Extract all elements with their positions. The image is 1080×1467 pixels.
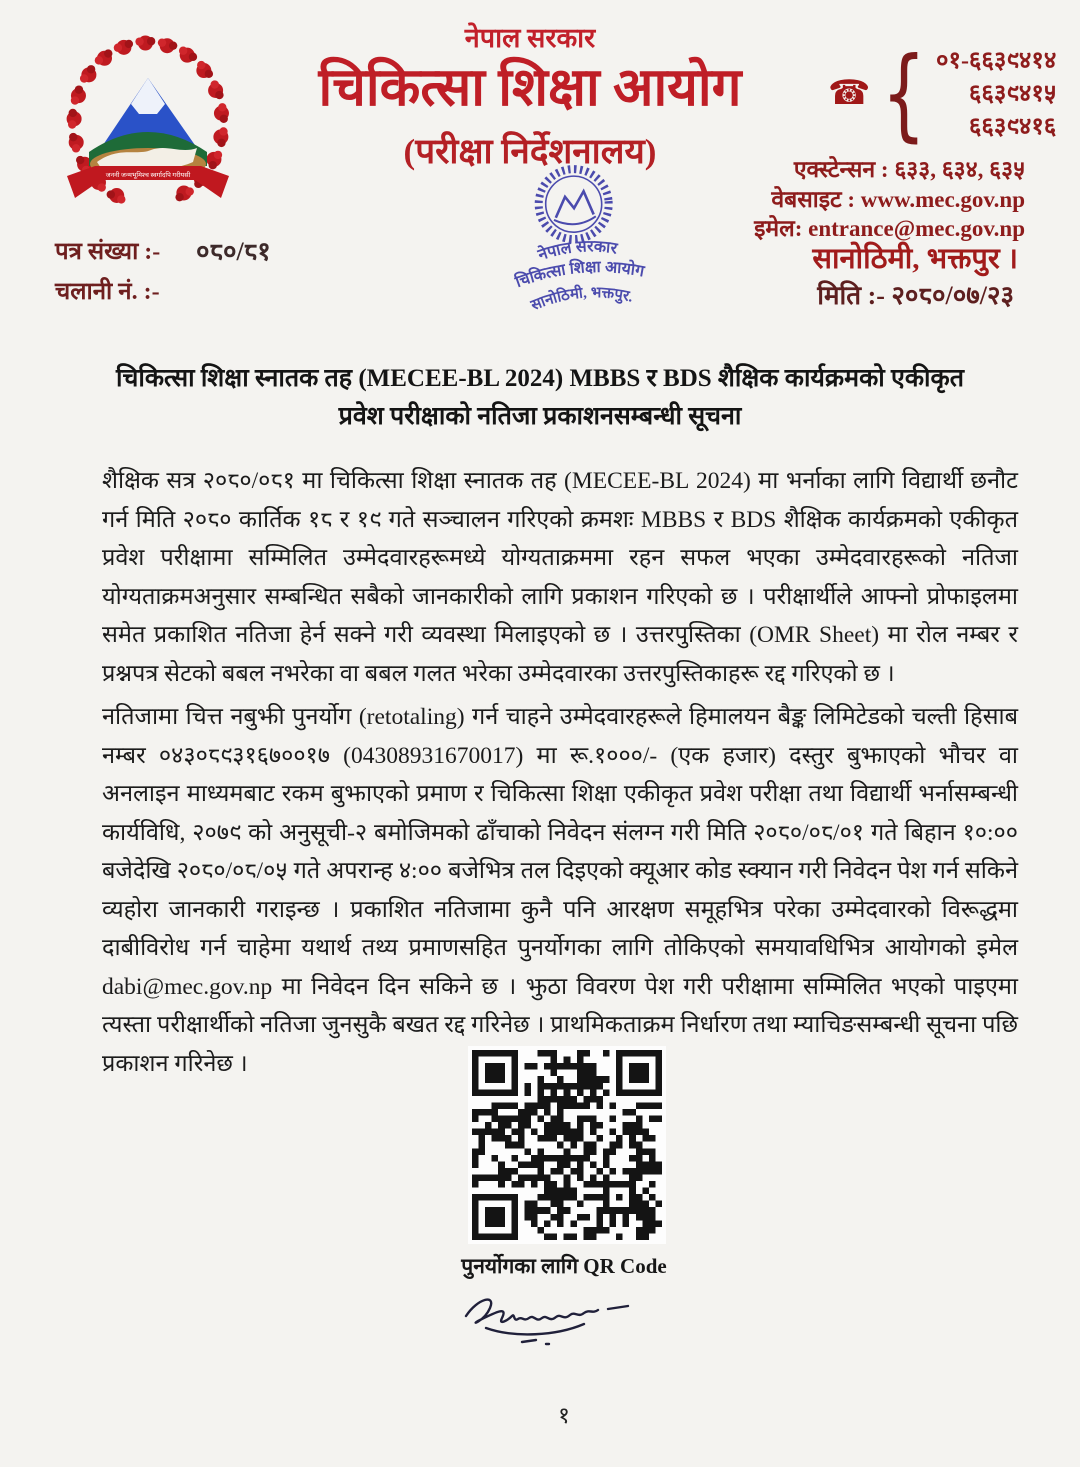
letterhead: [230, 18, 830, 174]
office-location: सानोठिमी, भक्तपुर ।: [812, 243, 1018, 275]
stamp-text-line1: नेपाल सरकार: [536, 238, 619, 265]
letter-number-value: ०८०/८१: [196, 237, 271, 266]
signature-mark: [522, 1340, 536, 1342]
stamp-mountain-sketch: [554, 191, 594, 218]
phone-number: ६६३९४१५: [968, 80, 1057, 107]
brace-glyph: {: [881, 35, 927, 152]
qr-code: [472, 1050, 662, 1240]
letter-date: मिति :- २०८०/०७/२३: [817, 281, 1014, 310]
dispatch-number-label: चलानी नं. :-: [55, 279, 160, 305]
stamp-inner-ring: [543, 174, 604, 235]
contact-block: [828, 35, 1057, 152]
stamp-text-line2: चिकित्सा शिक्षा आयोग: [513, 258, 646, 292]
phone-number: ०१-६६३९४१४: [935, 47, 1057, 74]
extension-line: एक्स्टेन्सन : ६३३, ६३४, ६३५: [793, 157, 1025, 182]
signature-stroke: [466, 1300, 598, 1323]
stamp-base-curve: [554, 216, 596, 226]
organization-title: चिकित्सा शिक्षा आयोग: [318, 59, 742, 117]
stamp-text-line3: सानोठिमी, भक्तपुर.: [528, 285, 635, 315]
website-line: वेबसाइट : www.mec.gov.np: [771, 187, 1025, 212]
office-stamp: [455, 148, 699, 335]
qr-code-container: [468, 1046, 666, 1244]
email-line: इमेल: entrance@mec.gov.np: [754, 216, 1025, 241]
motto-banner: [67, 166, 229, 198]
signature-dash: [608, 1306, 628, 1309]
signature: [452, 1282, 652, 1352]
page-number: १: [558, 1403, 570, 1428]
letter-number-label: पत्र संख्या :-: [55, 239, 161, 265]
qr-caption: पुनर्योगका लागि QR Code: [461, 1254, 667, 1278]
body-paragraph-1: शैक्षिक सत्र २०८०/०८१ मा चिकित्सा शिक्षा स्नातक तह (MECEE-BL 2024) मा भर्नाका लागि विद्यार्थी छनौट गर्न मिति २०८० कार्तिक १८ र १९ गते सञ्चालन गरिएको क्रमशः MBBS र BDS शैक्षिक कार्यक्रमको एकीकृत प्रवेश परीक्षामा सम्मिलित उम्मेदवारहरूमध्ये योग्यताक्रममा रहन सफल भएका उम्मेदवारहरूको नतिजा योग्यताक्रमअनुसार सम्बन्धित सबैको जानकारीको लागि प्रकाशन गरिएको छ । परीक्षार्थीले आफ्नो प्रोफाइलमा समेत प्रकाशित नतिजा हेर्न सक्ने गरी व्यवस्था मिलाइएको छ । उत्तरपुस्तिका (OMR Sheet) मा रोल नम्बर र प्रश्नपत्र सेटको बबल नभरेका वा बबल गलत भरेका उम्मेदवारका उत्तरपुस्तिकाहरू रद्द गरिएको छ ।: [102, 468, 1018, 687]
signature-underline: [486, 1324, 584, 1334]
nepal-emblem-logo: [58, 26, 238, 218]
stamp-petal-ring: [536, 166, 612, 242]
svg-text:सानोठिमी, भक्तपुर.: [527, 279, 636, 315]
phone-number: ६६३९४१६: [968, 113, 1057, 140]
notice-subject: चिकित्सा शिक्षा स्नातक तह (MECEE-BL 2024) MBBS र BDS शैक्षिक कार्यक्रमको एकीकृत प्रवेश परीक्षाको नतिजा प्रकाशनसम्बन्धी सूचना: [116, 365, 964, 430]
phone-numbers: [828, 35, 1057, 152]
department-title: (परीक्षा निर्देशनालय): [403, 132, 657, 171]
telephone-icon: ☎: [828, 75, 871, 112]
government-title: नेपाल सरकार: [464, 23, 596, 53]
body-paragraph-2: नतिजामा चित्त नबुझी पुनर्योग (retotaling) गर्न चाहने उम्मेदवारहरूले हिमालयन बैङ्क लिमिटेडको चल्ती हिसाब नम्बर ०४३०८९३१६७००१७ (04308931670017) मा रू.१०००/- (एक हजार) दस्तुर बुझाएको भौचर वा अनलाइन माध्यमबाट रकम बुझाएको प्रमाण र चिकित्सा शिक्षा एकीकृत प्रवेश परीक्षा तथा विद्यार्थी भर्नासम्बन्धी कार्यविधि, २०७९ को अनुसूची-२ बमोजिमको ढाँचाको निवेदन संलग्न गरी मिति २०८०/०८/०१ गते बिहान १०:०० बजेदेखि २०८०/०८/०५ गते अपरान्ह ४:०० बजेभित्र तल दिइएको क्यूआर कोड स्क्यान गरी निवेदन पेश गर्न सकिने व्यहोरा जानकारी गराइन्छ । प्रकाशित नतिजामा कुनै पनि आरक्षण समूहभित्र परेका उम्मेदवारको विरूद्धमा दाबीविरोध गर्न चाहेमा यथार्थ तथ्य प्रमाणसहित पुनर्योगका लागि तोकिएको समयावधिभित्र आयोगको इमेल dabi@mec.gov.np मा निवेदन दिन सकिने छ । झुठा विवरण पेश गरी परीक्षामा सम्मिलित भएको पाइएमा त्यस्ता परीक्षार्थीको नतिजा जुनसुकै बखत रद्द गरिनेछ । प्राथमिकताक्रम निर्धारण तथा म्याचिङसम्बन्धी सूचना पछि प्रकाशन गरिनेछ ।: [102, 704, 1018, 1077]
motto-text: जननी जन्मभूमिश्च स्वर्गादपि गरीयसी: [105, 172, 191, 179]
